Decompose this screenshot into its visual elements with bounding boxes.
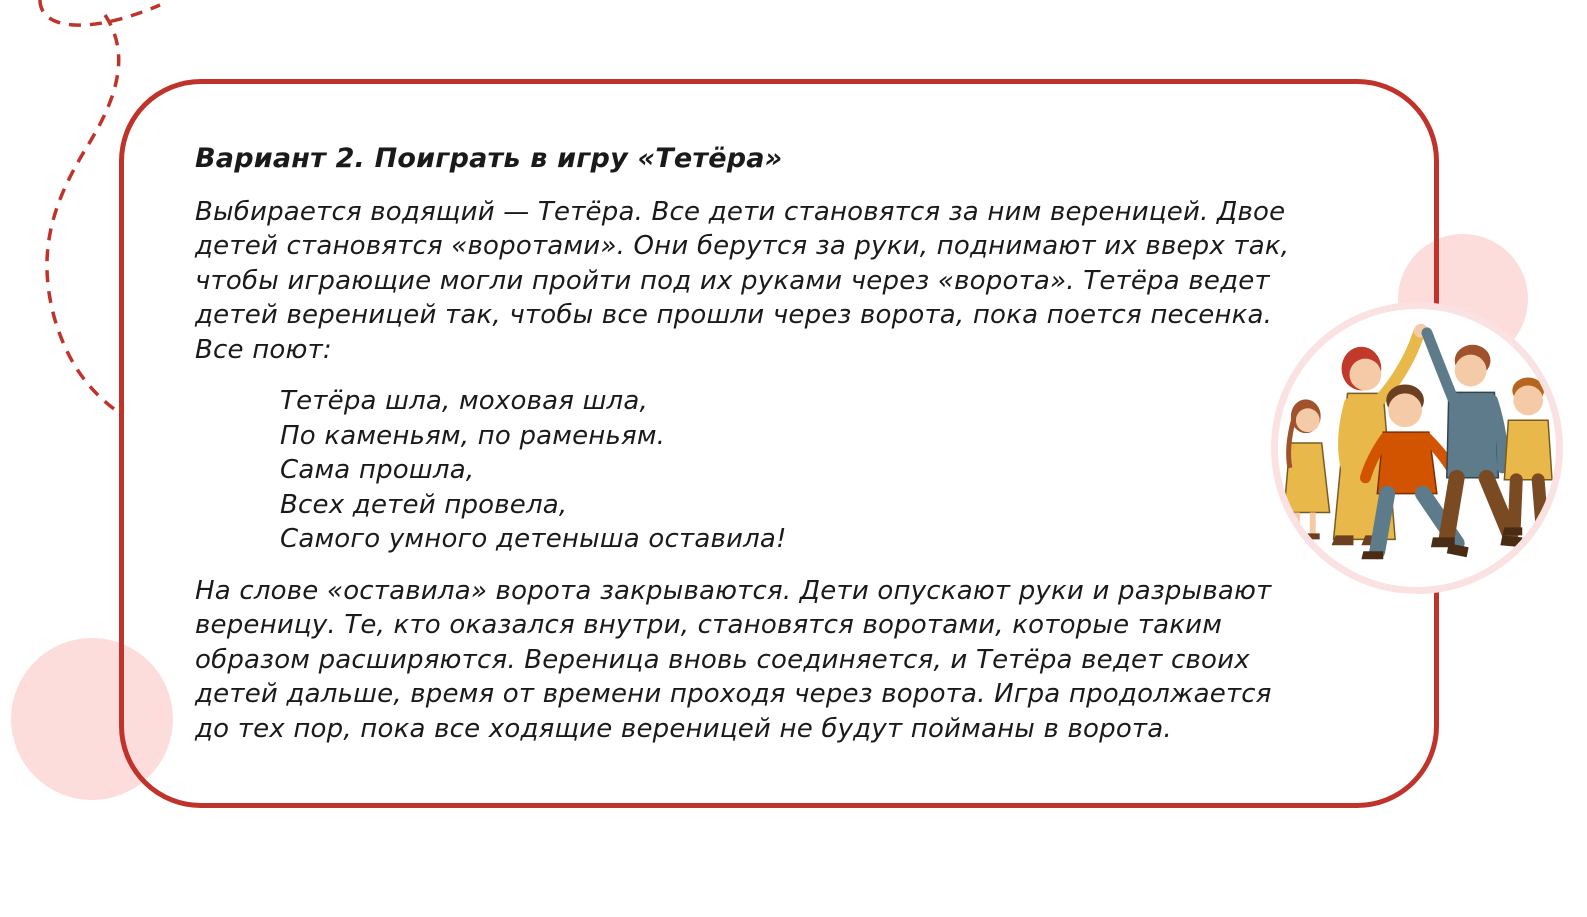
children-illustration-svg [1278,309,1556,587]
content-area [195,142,1375,746]
girl-small-figure [1284,399,1330,539]
section-heading: Вариант 2. Поиграть в игру «Тетёра» [195,143,783,174]
outro-line: вереницу. Те, кто оказался внутри, становятся воротами, которые таким [195,610,1223,640]
intro-line: Все поют: [195,334,332,365]
children-playing-illustration [1271,302,1563,594]
boy-yellow-sweater-figure [1502,378,1552,536]
intro-line: чтобы играющие могли пройти под их руками через «ворота». Тетёра ведет [195,265,1270,296]
intro-paragraph [195,195,1375,368]
outro-line: детей дальше, время от времени проходя через ворота. Игра продолжается [195,679,1272,709]
song-verse [280,384,1375,557]
outro-paragraph [195,574,1375,747]
verse-line: Всех детей провела, [280,489,568,520]
verse-line: Самого умного детеныша оставила! [280,524,787,554]
outro-line: образом расширяются. Вереница вновь соединяется, и Тетёра ведет своих [195,644,1250,675]
verse-line: Сама прошла, [280,455,475,485]
outro-line: до тех пор, пока все ходящие вереницей не будут пойманы в ворота. [195,713,1172,744]
intro-line: Выбирается водящий — Тетёра. Все дети становятся за ним вереницей. Двое [195,196,1286,227]
verse-line: По каменьям, по раменьям. [280,420,666,451]
intro-line: детей вереницей так, чтобы все прошли через ворота, пока поется песенка. [195,300,1273,330]
outro-line: На слове «оставила» ворота закрываются. Дети опускают руки и разрывают [195,575,1272,606]
intro-line: детей становятся «воротами». Они берутся за руки, поднимают их вверх так, [195,231,1290,261]
verse-line: Тетёра шла, моховая шла, [280,386,648,416]
